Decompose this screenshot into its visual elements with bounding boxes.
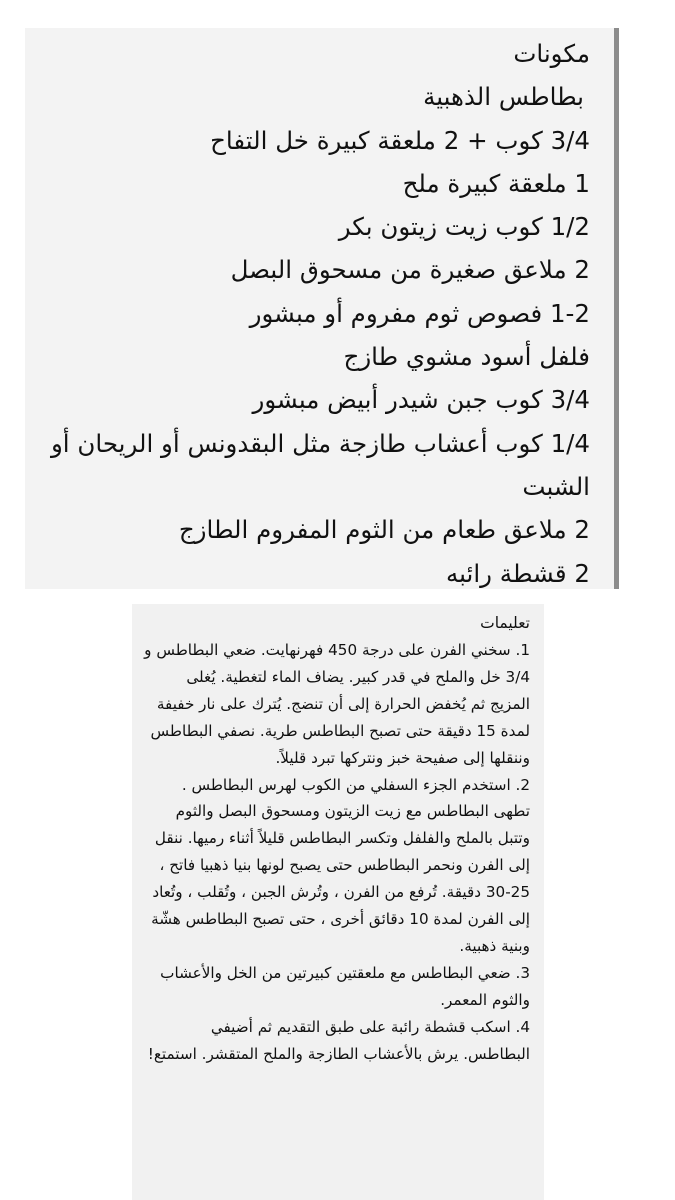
instruction-step: 4. اسكب قشطة رائبة على طبق التقديم ثم أضيفي البطاطس. يرش بالأعشاب الطازجة والملح المتقشر. استمتع! [147, 1017, 530, 1063]
instruction-step: 1. سخني الفرن على درجة 450 فهرنهايت. ضعي البطاطس و 3/4 خل والملح في قدر كبير. يضاف الماء لتغطية. يُغلى المزيج ثم يُخفض الحرارة إلى أن تنضج. يُترك على نار خفيفة لمدة 15 دقيقة حتى تصبح البطاطس طرية. نصفي البطاطس وننقلها إلى صفيحة خبز ونتركها تبرد قليلاً. [144, 641, 530, 767]
ingredient-item: 1/2 كوب زيت زيتون بكر [338, 212, 590, 242]
ingredient-item: 3/4 كوب + 2 ملعقة كبيرة خل التفاح [210, 125, 590, 155]
ingredient-item: 2 ملاعق صغيرة من مسحوق البصل [230, 255, 590, 285]
ingredient-item: 1/4 كوب أعشاب طازجة مثل البقدونس أو الريحان أو الشبت [50, 428, 590, 501]
ingredient-item: 1-2 فصوص ثوم مفروم أو مبشور [249, 298, 590, 328]
instructions-card [132, 604, 544, 1200]
instruction-step: 3. ضعي البطاطس مع ملعقتين كبيرتين من الخل والأعشاب والثوم المعمر. [160, 963, 530, 1009]
ingredient-item: 2 قشطة رائبه [446, 558, 590, 588]
instruction-step: 2. استخدم الجزء السفلي من الكوب لهرس البطاطس . تطهى البطاطس مع زيت الزيتون ومسحوق البصل والثوم وتتبل بالملح والفلفل وتكسر البطاطس قليلاً أثناء رميها. ننقل إلى الفرن ونحمر البطاطس حتى يصبح لونها بنيا ذهبيا فاتح ، 25-30 دقيقة. تُرفع من الفرن ، وتُرش الجبن ، وتُقلب ، وتُعاد إلى الفرن لمدة 10 دقائق أخرى ، حتى تصبح البطاطس هشّة وبنية ذهبية. [151, 775, 530, 955]
ingredient-item: 2 ملاعق طعام من الثوم المفروم الطازج [178, 515, 590, 545]
ingredients-heading: مكونات [513, 39, 590, 68]
ingredients-card [25, 28, 619, 589]
ingredient-item: بطاطس الذهبية [423, 82, 584, 112]
ingredient-item: فلفل أسود مشوي طازج [343, 342, 590, 372]
instructions-heading: تعليمات [480, 614, 530, 632]
ingredient-item: 1 ملعقة كبيرة ملح [402, 168, 590, 198]
ingredient-item: 3/4 كوب جبن شيدر أبيض مبشور [252, 385, 590, 415]
